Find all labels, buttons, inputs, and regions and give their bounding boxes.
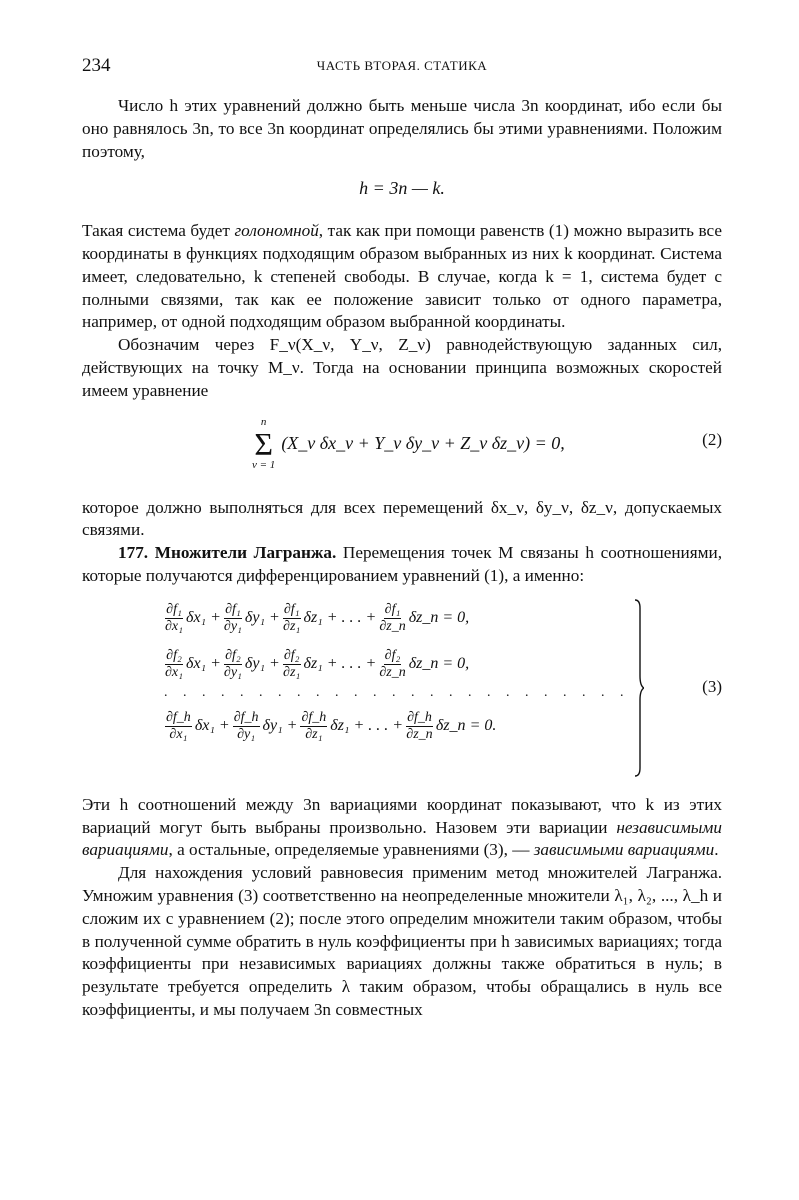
paragraph-3: Обозначим через F_ν(X_ν, Y_ν, Z_ν) равнодействующую заданных сил, действующих на точку M_ν. Тогда на основании принципа возможных скоростей имеем уравнение [82, 335, 722, 400]
paragraph-4: которое должно выполняться для всех перемещений δx_ν, δy_ν, δz_ν, допускаемых связями. [82, 497, 722, 540]
term-dependent-variations: зависимыми вариациями [533, 840, 715, 860]
paragraph-1: Число h этих уравнений должно быть меньше числа 3n координат, ибо если бы оно равнялось 3n, то все 3n координат определялись бы этими уравнениями. Положим поэтому, [82, 96, 722, 161]
paragraph-2: Такая система будет голономной, так как при помощи равенств (1) можно выразить все координаты в функциях подходящим образом выбранных из них k координат. Система имеет, следовательно, k степеней свободы. В случае, когда k = 1, система будет с полными связями, так как ее положение зависит только от одного параметра, например, от одной подходящим образом выбранной координаты. [82, 221, 722, 332]
equation-2 [82, 407, 722, 491]
running-title: ЧАСТЬ ВТОРАЯ. СТАТИКА [316, 58, 488, 73]
ellipsis-row: . . . . . . . . . . . . . . . . . . . . . . . . . [164, 684, 630, 700]
equation-2-number: (2) [702, 429, 722, 449]
equation-system-3 [82, 596, 722, 782]
running-header [82, 55, 722, 77]
page-number: 234 [82, 55, 111, 76]
equation-3-row: $\frac{\partial f\_h}{\text{∂x₁}}$ δx₁ + $\frac{\partial f\_h}{\text{∂y₁}}$ δy₁ + $\frac{\partial f\_h}{\text{∂z₁}}$ δz₁ + . . . + $\frac{\partial f\_h}{\partial z\_n}$ δz_n = 0. [166, 710, 497, 743]
term-independent-variations: независимыми вариациями [82, 817, 722, 860]
equation-3-row: $\frac{\text{∂f₂}}{\text{∂x₁}}$ δx₁ + $\frac{\text{∂f₂}}{\text{∂y₁}}$ δy₁ + $\frac{\text{∂f₂}}{\text{∂z₁}}$ δz₁ + . . . + $\frac{\text{∂f₂}}{\partial z\_n}$ δz_n = 0, [165, 648, 470, 681]
right-brace [634, 598, 644, 778]
section-heading: 177. Множители Лагранжа. [118, 543, 337, 563]
equation-3-row: $\frac{\text{∂f₁}}{\text{∂x₁}}$ δx₁ + $\frac{\text{∂f₁}}{\text{∂y₁}}$ δy₁ + $\frac{\text{∂f₁}}{\text{∂z₁}}$ δz₁ + . . . + $\frac{\text{∂f₁}}{\partial z\_n}$ δz_n = 0, [165, 602, 470, 635]
term-holonomic: голономной [234, 221, 319, 241]
equation-h: h = 3n — k. [359, 178, 445, 199]
paragraph-5: Эти h соотношений между 3n вариациями координат показывают, что k из этих вариаций могут быть выбраны произвольно. Назовем эти вариации независимыми вариациями, а остальные, определяемые уравнениями (3), — зависимыми вариациями. [82, 794, 722, 860]
paragraph-6: Для нахождения условий равновесия применим метод множителей Лагранжа. Умножим уравнения (3) соответственно на неопределенные множители λ₁, λ₂, ..., λ_h и сложим их с уравнением (2); после этого определим множители таким образом, чтобы в полученной сумме обратить в нуль коэффициенты при h зависимых вариациях; тогда коэффициенты при независимых вариациях должны также обратиться в нуль; в результате требуется определить λ таким образом, чтобы обращались в нуль все коэффициенты, и мы получаем 3n совместных [82, 863, 722, 1019]
page-body [82, 95, 722, 1022]
sum-symbol: n Σ ν = 1 [252, 415, 276, 471]
equation-3-number: (3) [702, 676, 722, 696]
equation-2-body: (X_ν δx_ν + Y_ν δy_ν + Z_ν δz_ν) = 0, [281, 433, 565, 454]
section-177: 177. Множители Лагранжа. Перемещения точек M связаны h соотношениями, которые получаются дифференцированием уравнений (1), а именно: [82, 543, 723, 585]
